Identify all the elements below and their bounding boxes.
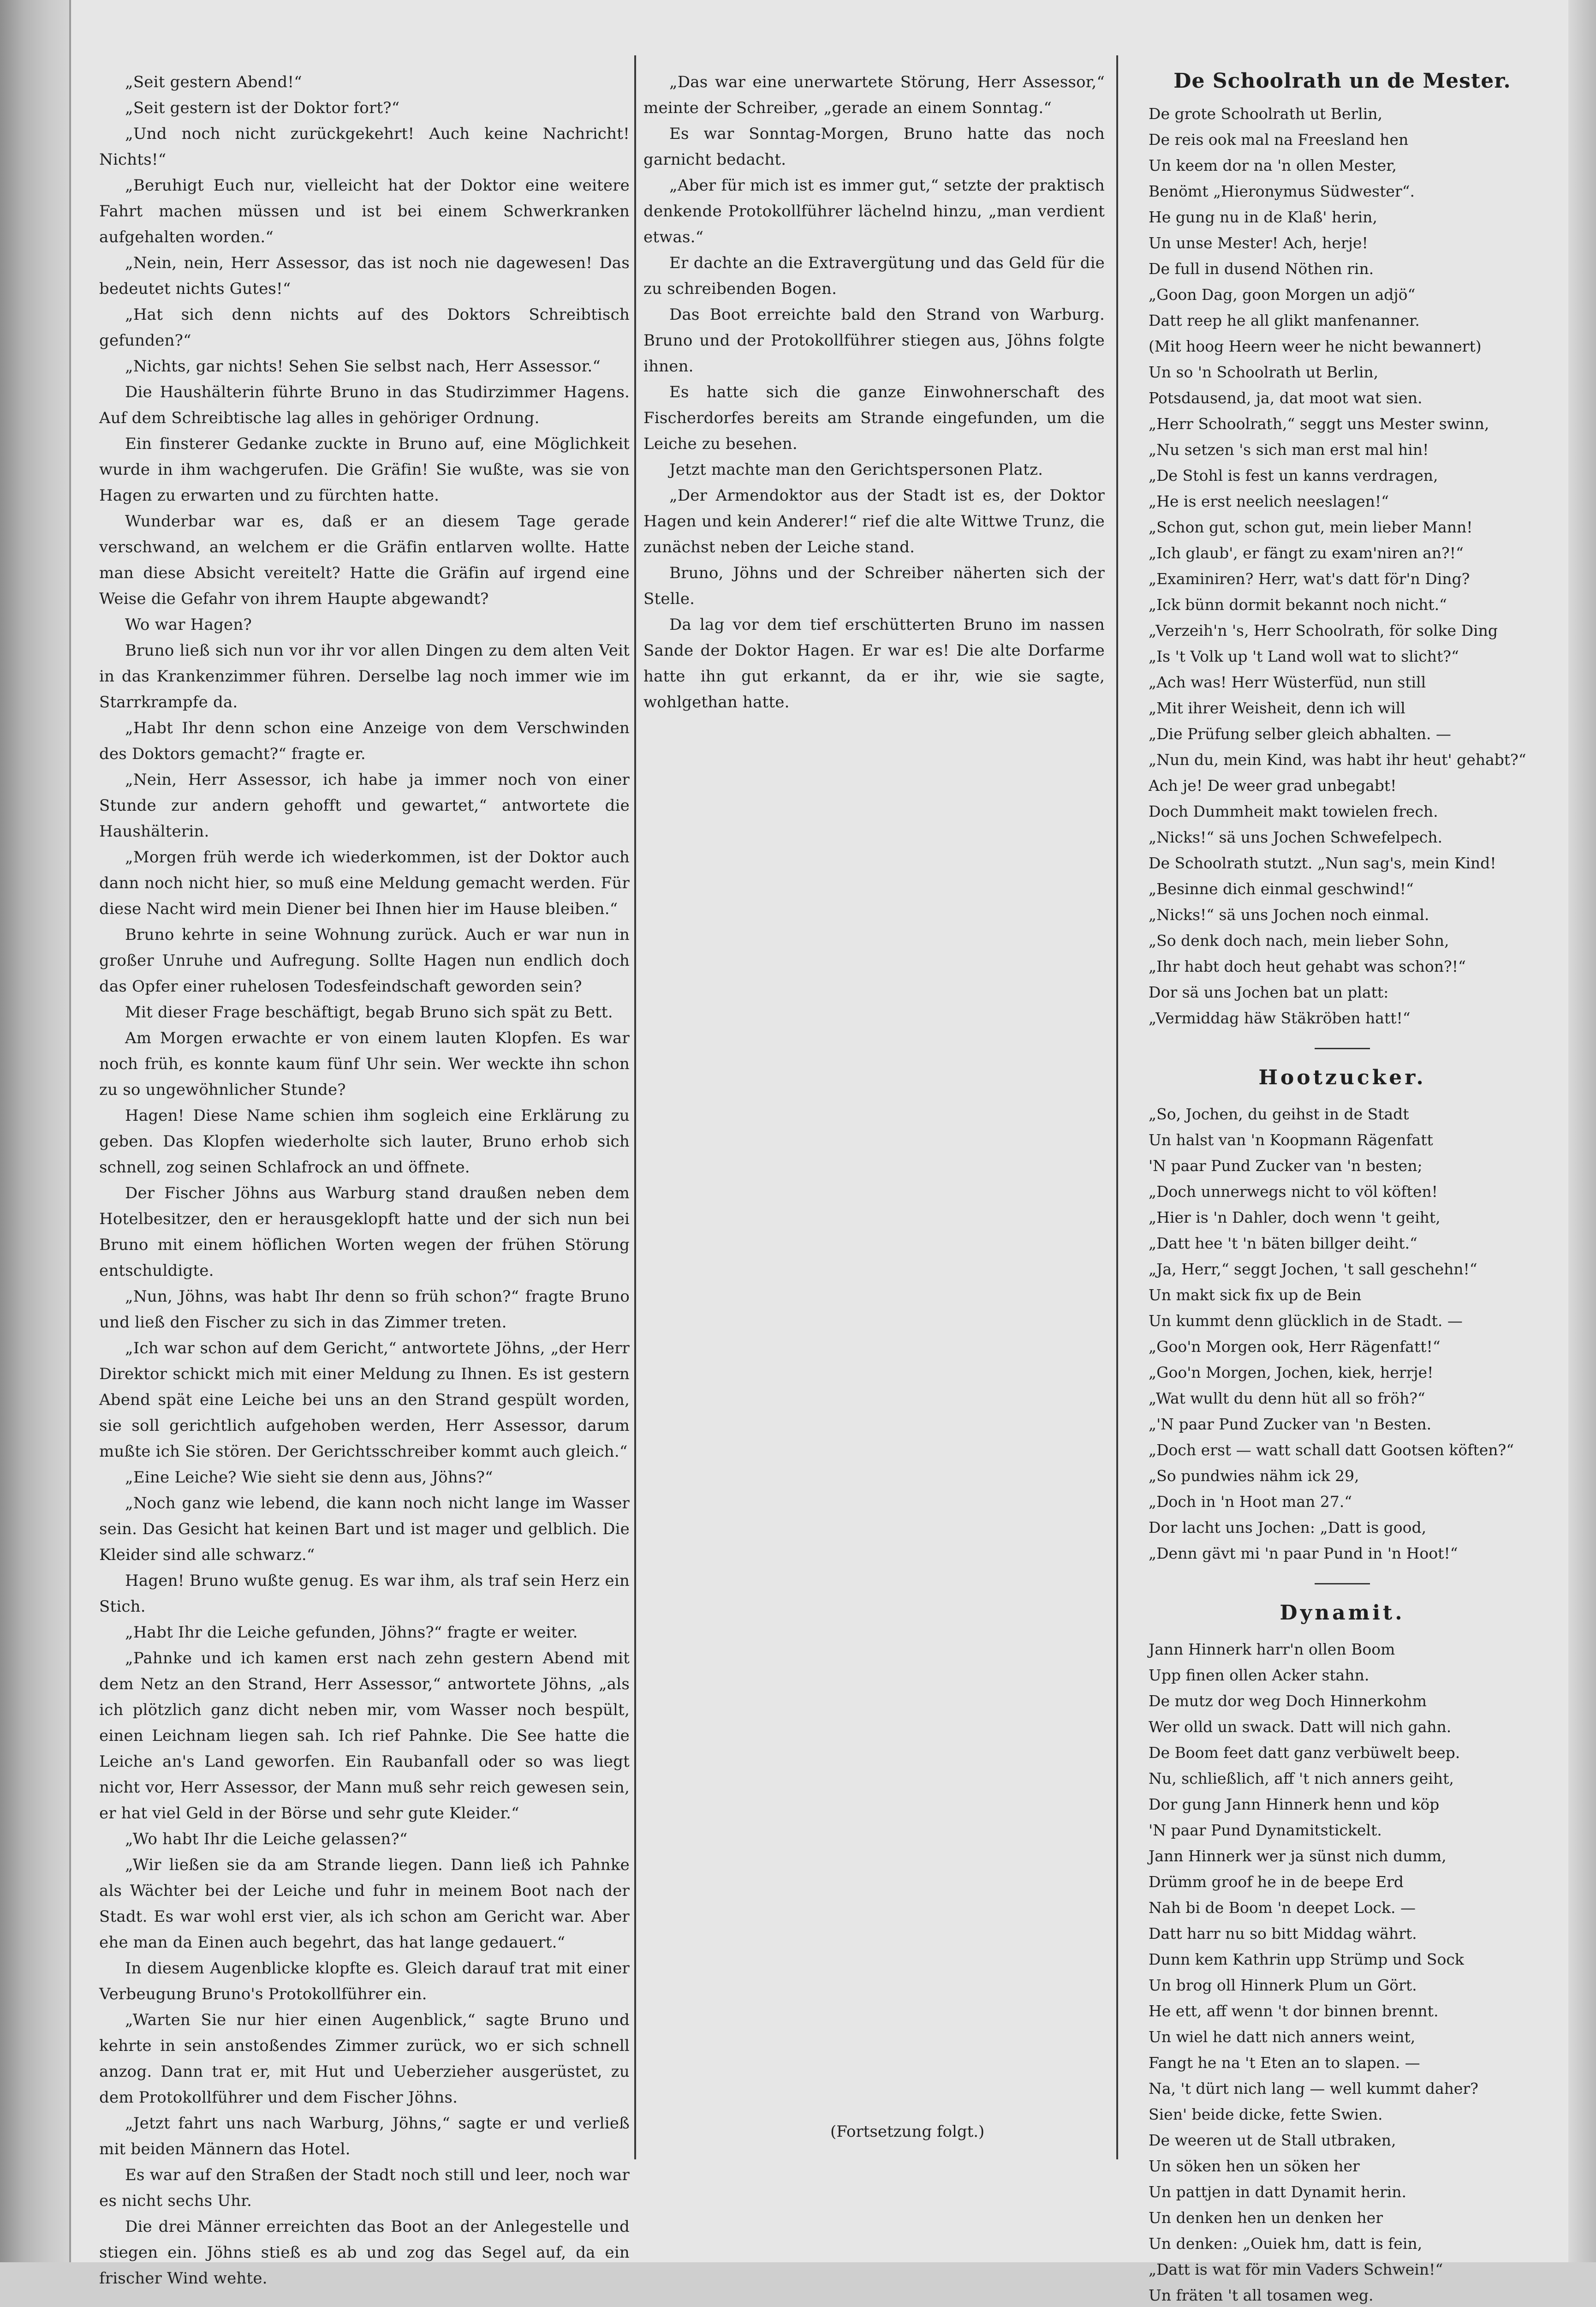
poem-schoolrath	[1139, 101, 1545, 1031]
paragraph: Die drei Männer erreichten das Boot an der Anlegestelle und stiegen ein. Jöhns stieß es ab und zog das Segel auf, da ein frischer Wind wehte.	[99, 2217, 630, 2288]
paragraph: „Warten Sie nur hier einen Augenblick,“ sagte Bruno und kehrte in sein anstoßendes Zimmer zurück, wo er sich schnell anzog. Dann trat er, mit Hut und Ueberzieher ausgerüstet, zu dem Protokollführer und dem Fischer Jöhns.	[99, 2011, 630, 2107]
poem-title-hootzucker: Hootzucker.	[1258, 1066, 1426, 1089]
poem-line: „Doch erst — watt schall datt Gootsen köften?“	[1149, 1441, 1514, 1459]
paragraph: „Habt Ihr die Leiche gefunden, Jöhns?“ fragte er weiter.	[125, 1623, 578, 1642]
poem-line: Dor sä uns Jochen bat un platt:	[1149, 983, 1389, 1001]
poem-line: He gung nu in de Klaß' herin,	[1149, 208, 1377, 226]
paragraph: Da lag vor dem tief erschütterten Bruno im nassen Sande der Doktor Hagen. Er war es! Die alte Dorfarme hatte ihn gut erkannt, da er ihr, wie sie sagte, wohlgethan hatte.	[643, 616, 1105, 711]
poem-line: „Nu setzen 's sich man erst mal hin!	[1149, 441, 1429, 459]
paragraph: „Nichts, gar nichts! Sehen Sie selbst nach, Herr Assessor.“	[125, 357, 601, 376]
poem-line: Drümm groof he in de beepe Erd	[1149, 1873, 1404, 1891]
paragraph: Jetzt machte man den Gerichtspersonen Platz.	[669, 460, 1043, 479]
poem-line: „Goo'n Morgen ook, Herr Rägenfatt!“	[1149, 1338, 1441, 1356]
poem-hootzucker	[1139, 1101, 1545, 1566]
paragraph: „Nein, nein, Herr Assessor, das ist noch nie dagewesen! Das bedeutet nichts Gutes!“	[99, 254, 630, 298]
prose-column-middle	[643, 69, 1105, 2178]
poem-line: „Ja, Herr,“ seggt Jochen, 't sall geschehn!“	[1149, 1260, 1477, 1278]
poem-line: Un pattjen in datt Dynamit herin.	[1149, 2183, 1406, 2201]
poem-line: He ett, aff wenn 't dor binnen brennt.	[1149, 2002, 1439, 2020]
paragraph: „Jetzt fahrt uns nach Warburg, Jöhns,“ sagte er und verließ mit beiden Männern das Hotel.	[99, 2114, 630, 2158]
paragraph: Bruno kehrte in seine Wohnung zurück. Auch er war nun in großer Unruhe und Aufregung. Sollte Hagen nun endlich doch das Opfer einer ruhelosen Todesfeindschaft geworden sein?	[99, 926, 630, 996]
poem-line: „Herr Schoolrath,“ seggt uns Mester swinn,	[1149, 415, 1489, 433]
paragraph: In diesem Augenblicke klopfte es. Gleich darauf trat mit einer Verbeugung Bruno's Protokollführer ein.	[99, 1959, 630, 2003]
poem-line: De weeren ut de Stall utbraken,	[1149, 2131, 1396, 2149]
poem-line: De mutz dor weg Doch Hinnerkohm	[1149, 1692, 1427, 1710]
poem-line: „Die Prüfung selber gleich abhalten. —	[1149, 725, 1451, 743]
poem-line: „De Stohl is fest un kanns verdragen,	[1149, 466, 1438, 484]
poem-title-schoolrath: De Schoolrath un de Mester.	[1173, 69, 1511, 93]
poem-line: Datt harr nu so bitt Middag währt.	[1149, 1924, 1417, 1942]
poem-line: Un halst van 'n Koopmann Rägenfatt	[1149, 1131, 1433, 1149]
paragraph: Der Fischer Jöhns aus Warburg stand draußen neben dem Hotelbesitzer, den er herausgeklopft hatte und der sich nun bei Bruno mit einem höflichen Worten wegen der frühen Störung entschuldigte.	[99, 1184, 630, 1280]
poem-line: Un denken: „Ouiek hm, datt is fein,	[1149, 2235, 1423, 2253]
poem-line: „Verzeih'n 's, Herr Schoolrath, för solke Ding	[1149, 622, 1498, 640]
paragraph: Hagen! Diese Name schien ihm sogleich eine Erklärung zu geben. Das Klopfen wiederholte sich lauter, Bruno erhob sich schnell, zog seinen Schlafrock an und öffnete.	[99, 1106, 630, 1177]
poem-line: „Doch in 'n Hoot man 27.“	[1149, 1493, 1352, 1511]
paragraph: Bruno, Jöhns und der Schreiber näherten sich der Stelle.	[643, 564, 1105, 608]
poem-line: „Nicks!“ sä uns Jochen Schwefelpech.	[1149, 828, 1442, 846]
prose-column-left	[99, 69, 630, 2288]
poem-line: Un kummt denn glücklich in de Stadt. —	[1149, 1312, 1463, 1330]
poem-line: (Mit hoog Heern weer he nicht bewannert)	[1149, 337, 1482, 355]
poem-line: De Boom feet datt ganz verbüwelt beep.	[1149, 1744, 1460, 1762]
poem-line: Nah bi de Boom 'n deepet Lock. —	[1149, 1899, 1416, 1917]
poem-line: De Schoolrath stutzt. „Nun sag's, mein Kind!	[1149, 854, 1496, 872]
poem-line: „Hier is 'n Dahler, doch wenn 't geiht,	[1149, 1208, 1441, 1226]
paragraph: „Der Armendoktor aus der Stadt ist es, der Doktor Hagen und kein Anderer!“ rief die alte Wittwe Trunz, die zunächst neben der Leiche stand.	[643, 486, 1105, 556]
poem-line: „Datt is wat för min Vaders Schwein!“	[1149, 2260, 1443, 2278]
continued-notice: (Fortsetzung folgt.)	[830, 2122, 985, 2141]
poem-line: De full in dusend Nöthen rin.	[1149, 260, 1374, 278]
poem-line: „Is 't Volk up 't Land woll wat to slicht?“	[1149, 647, 1459, 665]
paragraph: „Wo habt Ihr die Leiche gelassen?“	[125, 1830, 408, 1848]
paragraph: „Wir ließen sie da am Strande liegen. Dann ließ ich Pahnke als Wächter bei der Leiche und fuhr in meinem Boot nach der Stadt. Es war wohl erst vier, als ich schon am Gericht war. Aber ehe man da Einen auch begehrt, das hat lange gedauert.“	[99, 1856, 630, 1952]
paragraph: „Morgen früh werde ich wiederkommen, ist der Doktor auch dann noch nicht hier, so muß eine Meldung gemacht werden. Für diese Nacht wird mein Diener bei Ihnen hier im Hause bleiben.“	[99, 848, 630, 918]
poem-line: De reis ook mal na Freesland hen	[1149, 131, 1409, 149]
paragraph: „Pahnke und ich kamen erst nach zehn gestern Abend mit dem Netz an den Strand, Herr Assessor,“ antwortete Jöhns, „als ich plötzlich ganz dicht neben mir, vom Wasser noch bespült, einen Leichnam liegen sah. Ich rief Pahnke. Die See hatte die Leiche an's Land geworfen. Ein Raubanfall oder so was liegt nicht vor, Herr Assessor, der Mann muß sehr reich gewesen sein, er hat viel Geld in der Börse und sehr gute Kleider.“	[99, 1649, 630, 1823]
paragraph: Es war Sonntag-Morgen, Bruno hatte das noch garnicht bedacht.	[643, 125, 1105, 169]
poem-line: „Nun du, mein Kind, was habt ihr heut' gehabt?“	[1149, 751, 1526, 769]
poem-line: Sien' beide dicke, fette Swien.	[1149, 2105, 1383, 2123]
poem-line: „Nicks!“ sä uns Jochen noch einmal.	[1149, 906, 1429, 924]
poem-line: „Vermiddag häw Stäkröben hatt!“	[1149, 1009, 1411, 1027]
paragraph: Er dachte an die Extravergütung und das Geld für die zu schreibenden Bogen.	[643, 254, 1105, 298]
poem-line: „Ich glaub', er fängt zu exam'niren an?!“	[1149, 544, 1464, 562]
poem-divider	[1315, 1583, 1370, 1584]
paragraph: „Nun, Jöhns, was habt Ihr denn so früh schon?“ fragte Bruno und ließ den Fischer zu sich in das Zimmer treten.	[99, 1287, 630, 1332]
poem-line: Datt reep he all glikt manfenanner.	[1149, 311, 1420, 329]
poem-line: „Doch unnerwegs nicht to völ köften!	[1149, 1183, 1438, 1201]
poem-line: „He is erst neelich neeslagen!“	[1149, 492, 1389, 510]
column-rule-2	[1116, 55, 1118, 2159]
paragraph: Mit dieser Frage beschäftigt, begab Bruno sich spät zu Bett.	[125, 1003, 613, 1022]
paragraph: „Hat sich denn nichts auf des Doktors Schreibtisch gefunden?“	[99, 305, 630, 350]
poem-line: Na, 't dürt nich lang — well kummt daher?	[1149, 2080, 1478, 2098]
poem-line: Un makt sick fix up de Bein	[1149, 1286, 1362, 1304]
poem-line: De grote Schoolrath ut Berlin,	[1149, 105, 1383, 123]
poem-line: Dunn kem Kathrin upp Strümp und Sock	[1149, 1950, 1464, 1968]
paragraph: „Seit gestern Abend!“	[125, 73, 302, 91]
poem-line: „So denk doch nach, mein lieber Sohn,	[1149, 932, 1449, 950]
poem-line: Un wiel he datt nich anners weint,	[1149, 2028, 1416, 2046]
poem-line: „So pundwies nähm ick 29,	[1149, 1467, 1359, 1485]
poem-line: Jann Hinnerk harr'n ollen Boom	[1149, 1640, 1395, 1658]
poem-line: Un so 'n Schoolrath ut Berlin,	[1149, 363, 1379, 381]
poem-line: Nu, schließlich, aff 't nich anners geiht,	[1149, 1769, 1454, 1787]
poem-line: „Mit ihrer Weisheit, denn ich will	[1149, 699, 1405, 717]
paragraph: Die Haushälterin führte Bruno in das Studirzimmer Hagens. Auf dem Schreibtische lag alles in gehöriger Ordnung.	[99, 383, 630, 427]
poem-line: Dor gung Jann Hinnerk henn und köp	[1149, 1795, 1440, 1813]
paragraph: Am Morgen erwachte er von einem lauten Klopfen. Es war noch früh, es konnte kaum fünf Uhr sein. Wer weckte ihn schon zu so ungewöhnlicher Stunde?	[99, 1029, 630, 1099]
column-rule-1	[634, 55, 636, 2159]
poem-line: Benömt „Hieronymus Südwester“.	[1149, 182, 1415, 200]
paragraph: „Das war eine unerwartete Störung, Herr Assessor,“ meinte der Schreiber, „gerade an einem Sonntag.“	[643, 73, 1105, 117]
poem-line: Un keem dor na 'n ollen Mester,	[1149, 156, 1397, 174]
paragraph: Es hatte sich die ganze Einwohnerschaft des Fischerdorfes bereits am Strande eingefunden, um die Leiche zu besehen.	[643, 383, 1105, 453]
poem-line: Doch Dummheit makt towielen frech.	[1149, 802, 1438, 820]
paragraph: Bruno ließ sich nun vor ihr vor allen Dingen zu dem alten Veit in das Krankenzimmer führen. Derselbe lag noch immer wie im Starrkrampfe da.	[99, 641, 630, 711]
poem-line: Fangt he na 't Eten an to slapen. —	[1149, 2054, 1420, 2072]
poem-line: Dor lacht uns Jochen: „Datt is good,	[1149, 1518, 1427, 1536]
poem-line: „Ick bünn dormit bekannt noch nicht.“	[1149, 596, 1447, 614]
book-binding-shadow	[0, 0, 69, 2262]
poem-line: „So, Jochen, du geihst in de Stadt	[1149, 1105, 1409, 1123]
poem-column-right	[1139, 69, 1545, 2304]
poem-dynamit	[1139, 1637, 1545, 2307]
poem-line: „Examiniren? Herr, wat's datt för'n Ding?	[1149, 570, 1470, 588]
poem-line: „Ihr habt doch heut gehabt was schon?!“	[1149, 957, 1466, 975]
poem-line: „Ach was! Herr Wüsterfüd, nun still	[1149, 673, 1426, 691]
paragraph: „Aber für mich ist es immer gut,“ setzte der praktisch denkende Protokollführer lächelnd hinzu, „man verdient etwas.“	[643, 176, 1105, 246]
poem-line: Un unse Mester! Ach, herje!	[1149, 234, 1368, 252]
paragraph: Hagen! Bruno wußte genug. Es war ihm, als traf sein Herz ein Stich.	[99, 1572, 630, 1616]
paragraph: „Noch ganz wie lebend, die kann noch nicht lange im Wasser sein. Das Gesicht hat keinen Bart und ist mager und gelblich. Die Kleider sind alle schwarz.“	[99, 1494, 630, 1564]
paragraph: „Beruhigt Euch nur, vielleicht hat der Doktor eine weitere Fahrt machen müssen und ist bei einem Schwerkranken aufgehalten worden.“	[99, 176, 630, 246]
poem-line: Upp finen ollen Acker stahn.	[1149, 1666, 1370, 1684]
paragraph: Wunderbar war es, daß er an diesem Tage gerade verschwand, an welchem er die Gräfin entlarven wollte. Hatte man diese Absicht vereitelt? Hatte die Gräfin auf irgend eine Weise die Gefahr von ihrem Haupte abgewandt?	[99, 512, 630, 608]
poem-line: Un brog oll Hinnerk Plum un Gört.	[1149, 1976, 1417, 1994]
paragraph: Wo war Hagen?	[125, 616, 252, 634]
poem-line: „Wat wullt du denn hüt all so fröh?“	[1149, 1389, 1425, 1407]
paragraph: Es war auf den Straßen der Stadt noch still und leer, noch war es nicht sechs Uhr.	[99, 2166, 630, 2210]
poem-line: Potsdausend, ja, dat moot wat sien.	[1149, 389, 1423, 407]
poem-line: Wer olld un swack. Datt will nich gahn.	[1149, 1718, 1452, 1736]
poem-line: 'N paar Pund Zucker van 'n besten;	[1149, 1157, 1423, 1175]
paragraph: „Ich war schon auf dem Gericht,“ antwortete Jöhns, „der Herr Direktor schickt mich mit einer Meldung zu Ihnen. Es ist gestern Abend spät eine Leiche bei uns an den Strand gespült worden, sie soll gerichtlich aufgehoben werden, Herr Assessor, darum mußte ich Sie stören. Der Gerichtsschreiber kommt auch gleich.“	[99, 1339, 630, 1461]
paragraph: „Seit gestern ist der Doktor fort?“	[125, 99, 400, 117]
paragraph: „Nein, Herr Assessor, ich habe ja immer noch von einer Stunde zur andern gehofft und gewartet,“ antwortete die Haushälterin.	[99, 771, 630, 841]
poem-line: „'N paar Pund Zucker van 'n Besten.	[1149, 1415, 1432, 1433]
paragraph: „Habt Ihr denn schon eine Anzeige von dem Verschwinden des Doktors gemacht?“ fragte er.	[99, 719, 630, 763]
poem-line: 'N paar Pund Dynamitstickelt.	[1149, 1821, 1382, 1839]
poem-line: „Besinne dich einmal geschwind!“	[1149, 880, 1414, 898]
paragraph: Ein finsterer Gedanke zuckte in Bruno auf, eine Möglichkeit wurde in ihm wachgerufen. Die Gräfin! Sie wußte, was sie von Hagen zu erwarten und zu fürchten hatte.	[99, 435, 630, 505]
poem-line: Un denken hen un denken her	[1149, 2209, 1383, 2227]
poem-line: Ach je! De weer grad unbegabt!	[1149, 777, 1397, 795]
poem-line: „Schon gut, schon gut, mein lieber Mann!	[1149, 518, 1473, 536]
poem-line: „Goo'n Morgen, Jochen, kiek, herrje!	[1149, 1363, 1434, 1381]
poem-divider	[1315, 1048, 1370, 1049]
poem-line: „Denn gävt mi 'n paar Pund in 'n Hoot!“	[1149, 1544, 1458, 1562]
poem-line: Jann Hinnerk wer ja sünst nich dumm,	[1149, 1847, 1447, 1865]
page-right-edge	[1568, 0, 1596, 2262]
poem-line: Un söken hen un söken her	[1149, 2157, 1360, 2175]
poem-line: „Datt hee 't 'n bäten billger deiht.“	[1149, 1234, 1417, 1252]
paragraph: „Und noch nicht zurückgekehrt! Auch keine Nachricht! Nichts!“	[99, 125, 630, 169]
paragraph: Das Boot erreichte bald den Strand von Warburg. Bruno und der Protokollführer stiegen aus, Jöhns folgte ihnen.	[643, 305, 1105, 376]
poem-line: „Goon Dag, goon Morgen un adjö“	[1149, 286, 1416, 304]
poem-title-dynamit: Dynamit.	[1280, 1601, 1405, 1625]
paragraph: „Eine Leiche? Wie sieht sie denn aus, Jöhns?“	[125, 1468, 493, 1487]
poem-line: Un fräten 't all tosamen weg.	[1149, 2286, 1374, 2304]
